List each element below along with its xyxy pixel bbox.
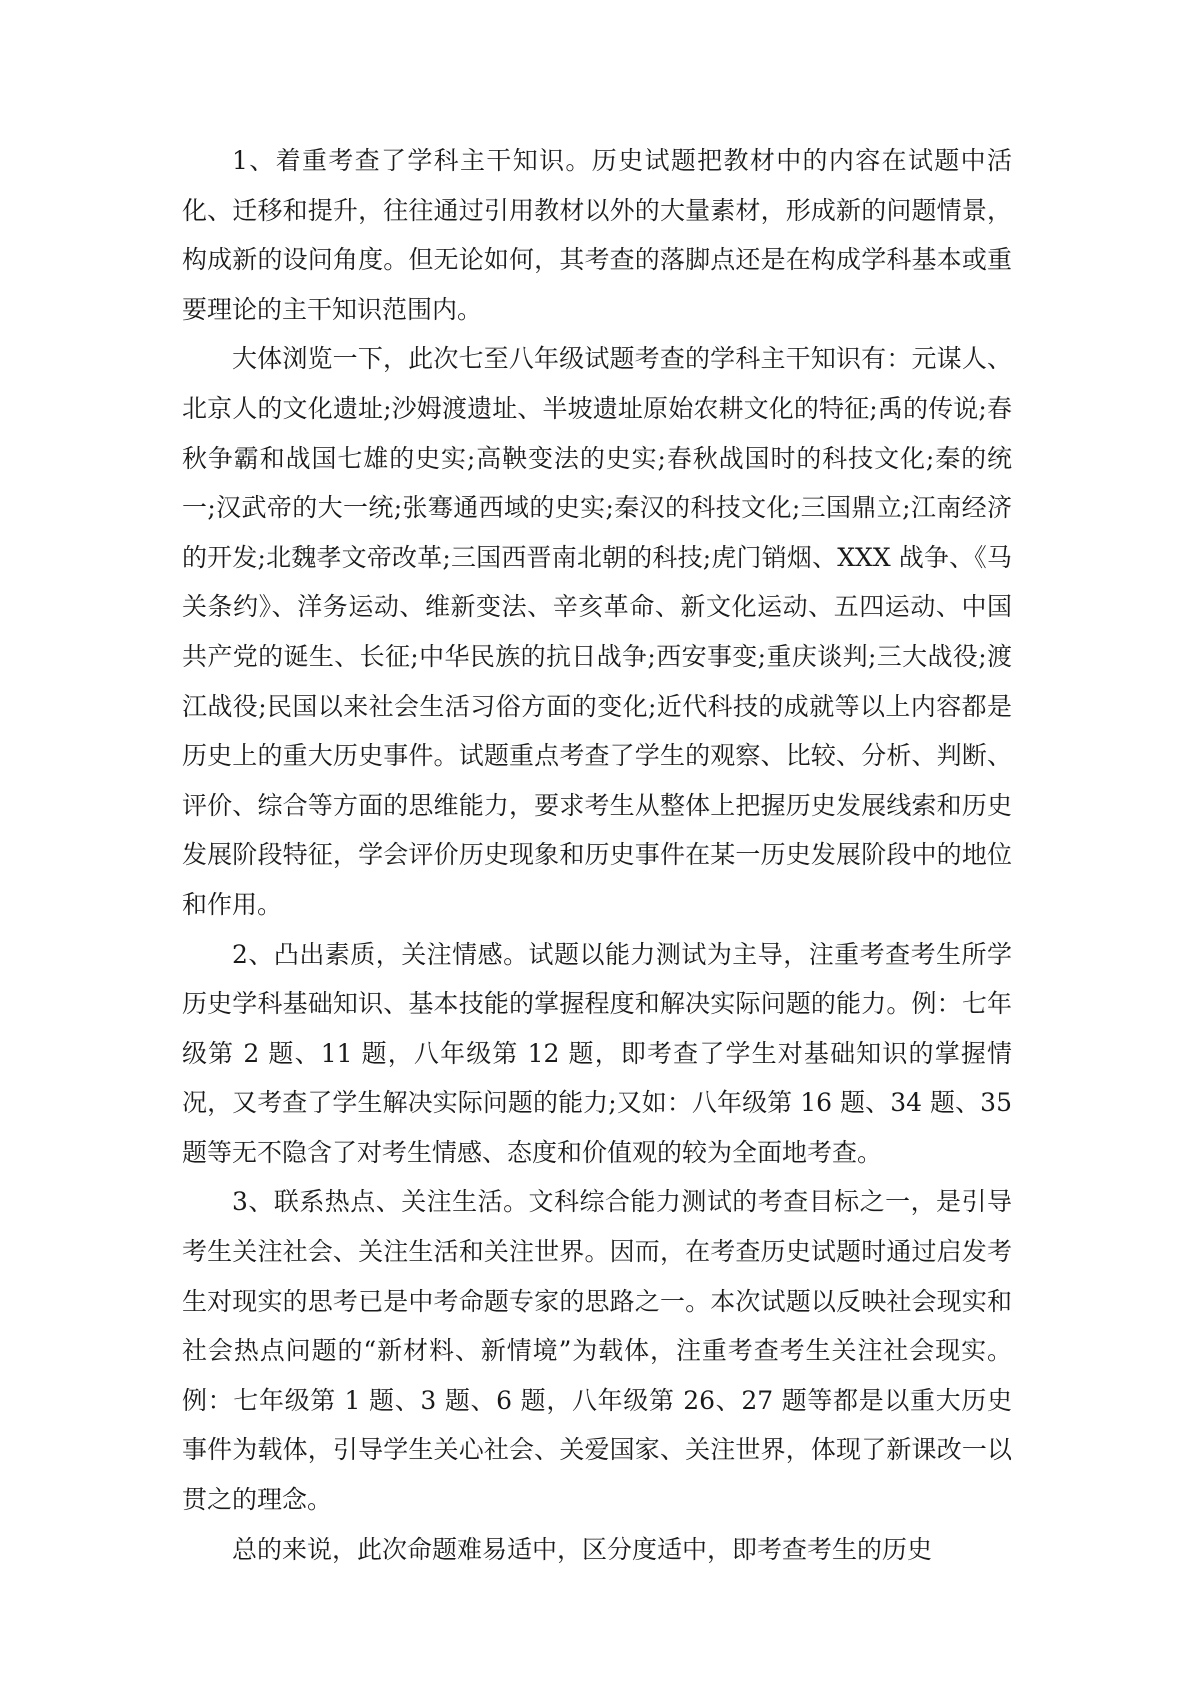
paragraph-quality-emotion: 2、凸出素质，关注情感。试题以能力测试为主导，注重考查考生所学历史学科基础知识、基本技能的掌握程度和解决实际问题的能力。例：七年级第 2 题、11 题，八年级第 12 题，即考查了学生对基础知识的掌握情况，又考查了学生解决实际问题的能力;又如：八年级第 16 题、34 题、35 题等无不隐含了对考生情感、态度和价值观的较为全面地考查。 [182,939,1012,1167]
paragraph-summary: 总的来说，此次命题难易适中，区分度适中，即考查考生的历史 [232,1534,933,1564]
paragraph-key-knowledge: 1、着重考查了学科主干知识。历史试题把教材中的内容在试题中活化、迁移和提升，往往通过引用教材以外的大量素材，形成新的问题情景，构成新的设问角度。但无论如何，其考查的落脚点还是在构成学科基本或重要理论的主干知识范围内。 [182,146,1012,324]
document-body [182,136,1012,1574]
paragraph-knowledge-list: 大体浏览一下，此次七至八年级试题考查的学科主干知识有：元谋人、北京人的文化遗址;沙姆渡遗址、半坡遗址原始农耕文化的特征;禹的传说;春秋争霸和战国七雄的史实;高鞅变法的史实;春秋战国时的科技文化;秦的统一;汉武帝的大一统;张骞通西域的史实;秦汉的科技文化;三国鼎立;江南经济的开发;北魏孝文帝改革;三国西晋南北朝的科技;虎门销烟、XXX 战争、《马关条约》、洋务运动、维新变法、辛亥革命、新文化运动、五四运动、中国共产党的诞生、长征;中华民族的抗日战争;西安事变;重庆谈判;三大战役;渡江战役;民国以来社会生活习俗方面的变化;近代科技的成就等以上内容都是历史上的重大历史事件。试题重点考查了学生的观察、比较、分析、判断、评价、综合等方面的思维能力，要求考生从整体上把握历史发展线索和历史发展阶段特征，学会评价历史现象和历史事件在某一历史发展阶段中的地位和作用。 [182,344,1012,919]
paragraph-hotspots-life: 3、联系热点、关注生活。文科综合能力测试的考查目标之一，是引导考生关注社会、关注生活和关注世界。因而，在考查历史试题时通过启发考生对现实的思考已是中考命题专家的思路之一。本次试题以反映社会现实和社会热点问题的“新材料、新情境”为载体，注重考查考生关注社会现实。例：七年级第 1 题、3 题、6 题，八年级第 26、27 题等都是以重大历史事件为载体，引导学生关心社会、关爱国家、关注世界，体现了新课改一以贯之的理念。 [182,1187,1012,1515]
